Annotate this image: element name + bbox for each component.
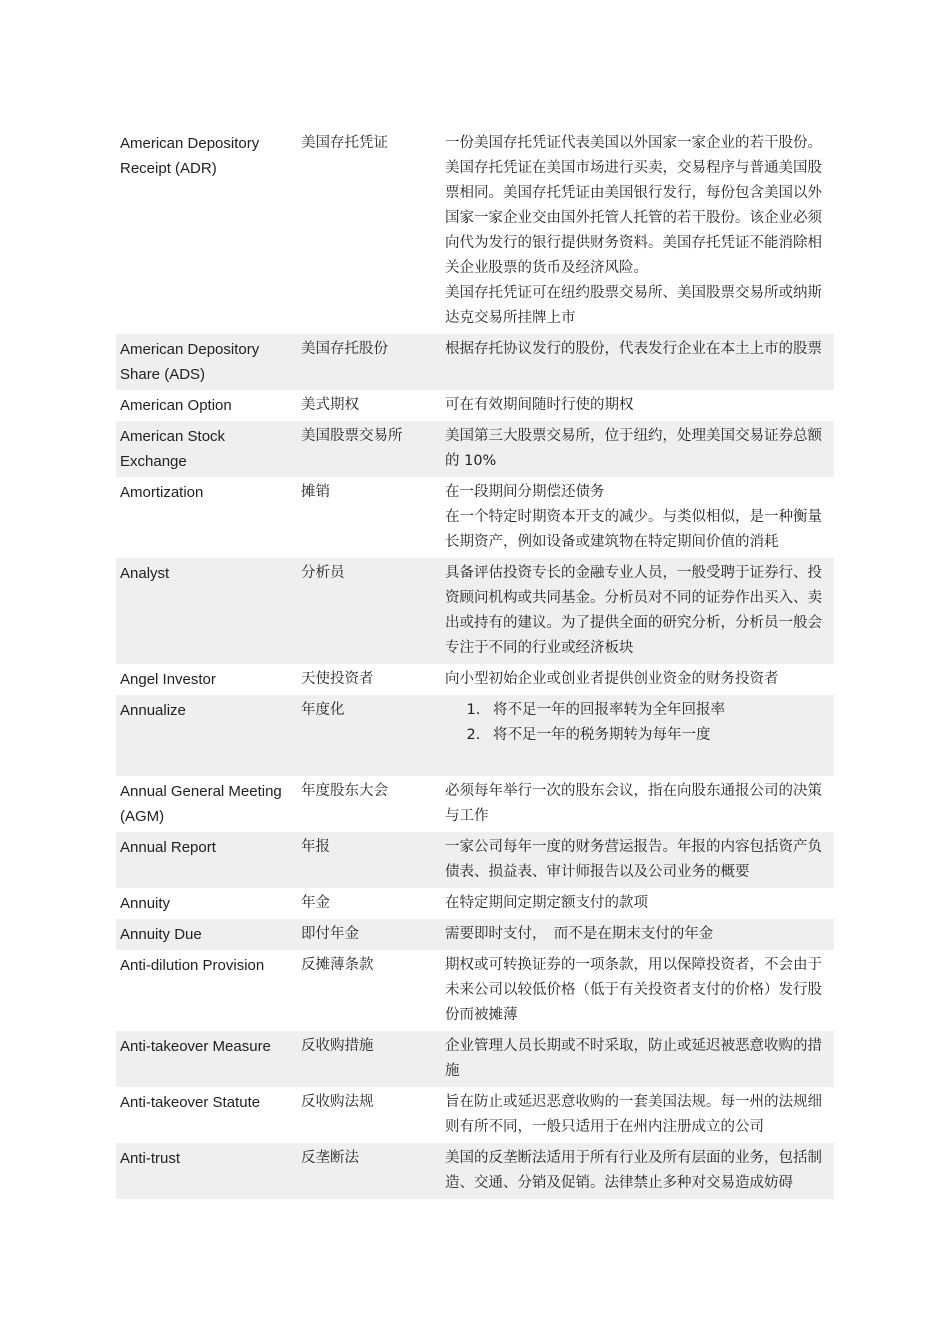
term-english: Angel Investor	[120, 671, 216, 688]
term-definition	[441, 421, 834, 477]
term-chinese: 即付年金	[301, 926, 359, 942]
term-english: Analyst	[120, 565, 170, 582]
definition-list-item: 1. 将不足一年的回报率转为全年回报率	[485, 698, 830, 723]
term-chinese: 年金	[301, 895, 330, 911]
term-chinese: 天使投资者	[301, 671, 374, 687]
term-definition	[441, 558, 834, 664]
term-definition	[441, 128, 834, 334]
definition-paragraph: 一份美国存托凭证代表美国以外国家一家企业的若干股份。美国存托凭证在美国市场进行买卖，交易程序与普通美国股票相同。美国存托凭证由美国银行发行，每份包含美国以外国家一家企业交由国外托管人托管的若干股份。该企业必须向代为发行的银行提供财务资料。美国存托凭证不能消除相关企业股票的货币及经济风险。	[445, 135, 822, 276]
glossary-row	[116, 1031, 834, 1087]
term-english: Annual General Meeting (AGM)	[120, 783, 282, 825]
term-chinese: 分析员	[301, 565, 345, 581]
term-english: American Option	[120, 397, 232, 414]
term-chinese: 美国存托凭证	[301, 135, 388, 151]
term-english: Annuity Due	[120, 926, 202, 943]
term-chinese: 美国存托股份	[301, 341, 388, 357]
definition-list-item: 2. 将不足一年的税务期转为每年一度	[485, 723, 830, 748]
term-definition	[441, 832, 834, 888]
definition-paragraph: 一家公司每年一度的财务营运报告。年报的内容包括资产负债表、损益表、审计师报告以及公司业务的概要	[445, 839, 822, 880]
definition-paragraph: 期权或可转换证券的一项条款，用以保障投资者，不会由于未来公司以较低价格（低于有关投资者支付的价格）发行股份而被摊薄	[445, 957, 822, 1023]
term-chinese: 美国股票交易所	[301, 428, 403, 444]
term-english: Annuity	[120, 895, 171, 912]
term-chinese: 年报	[301, 839, 330, 855]
term-definition	[441, 695, 834, 776]
term-english: American Depository Share (ADS)	[120, 341, 260, 383]
glossary-row	[116, 390, 834, 421]
term-definition	[441, 919, 834, 950]
term-english: American Stock Exchange	[120, 428, 226, 470]
term-chinese: 年度化	[301, 702, 345, 718]
term-english: Anti-takeover Measure	[120, 1038, 271, 1055]
definition-paragraph: 旨在防止或延迟恶意收购的一套美国法规。每一州的法规细则有所不同，一般只适用于在州内注册成立的公司	[445, 1094, 822, 1135]
term-definition	[441, 664, 834, 695]
glossary-row	[116, 950, 834, 1031]
term-definition	[441, 1031, 834, 1087]
glossary-row	[116, 1087, 834, 1143]
glossary-row	[116, 776, 834, 832]
term-definition	[441, 477, 834, 558]
definition-paragraph: 美国存托凭证可在纽约股票交易所、美国股票交易所或纳斯达克交易所挂牌上市	[445, 285, 822, 326]
term-chinese: 反收购措施	[301, 1038, 374, 1054]
term-english: Amortization	[120, 484, 204, 501]
term-chinese: 反摊薄条款	[301, 957, 374, 973]
glossary-row	[116, 421, 834, 477]
glossary-row	[116, 888, 834, 919]
glossary-row	[116, 695, 834, 776]
term-chinese: 美式期权	[301, 397, 359, 413]
term-definition	[441, 1143, 834, 1199]
definition-paragraph: 需要即时支付， 而不是在期末支付的年金	[445, 926, 714, 942]
term-chinese: 反垄断法	[301, 1150, 359, 1166]
term-english: Annualize	[120, 702, 186, 719]
term-english: American Depository Receipt (ADR)	[120, 135, 260, 177]
term-definition	[441, 390, 834, 421]
glossary-row	[116, 477, 834, 558]
definition-paragraph: 根据存托协议发行的股份，代表发行企业在本土上市的股票	[445, 341, 822, 357]
term-chinese: 年度股东大会	[301, 783, 388, 799]
term-english: Annual Report	[120, 839, 216, 856]
term-english: Anti-dilution Provision	[120, 957, 265, 974]
term-chinese: 反收购法规	[301, 1094, 374, 1110]
term-definition	[441, 334, 834, 365]
definition-paragraph: 在特定期间定期定额支付的款项	[445, 895, 648, 911]
term-english: Anti-trust	[120, 1150, 181, 1167]
glossary-row	[116, 919, 834, 950]
glossary-row	[116, 558, 834, 664]
definition-list	[445, 698, 830, 748]
term-definition	[441, 1087, 834, 1143]
glossary-row	[116, 1143, 834, 1199]
definition-paragraph: 向小型初始企业或创业者提供创业资金的财务投资者	[445, 671, 779, 687]
term-definition	[441, 776, 834, 832]
definition-paragraph: 企业管理人员长期或不时采取，防止或延迟被恶意收购的措施	[445, 1038, 822, 1079]
term-definition	[441, 888, 834, 919]
glossary-row	[116, 128, 834, 334]
definition-paragraph: 在一个特定时期资本开支的减少。与类似相似，是一种衡量长期资产，例如设备或建筑物在特定期间价值的消耗	[445, 509, 822, 550]
definition-paragraph: 在一段期间分期偿还债务	[445, 484, 605, 500]
glossary-row	[116, 832, 834, 888]
term-definition	[441, 950, 834, 1031]
glossary-row	[116, 334, 834, 390]
definition-paragraph: 具备评估投资专长的金融专业人员，一般受聘于证券行、投资顾问机构或共同基金。分析员对不同的证券作出买入、卖出或持有的建议。为了提供全面的研究分析，分析员一般会专注于不同的行业或经济板块	[445, 565, 822, 656]
glossary-table	[116, 128, 834, 1199]
definition-paragraph: 必须每年举行一次的股东会议，指在向股东通报公司的决策与工作	[445, 783, 822, 824]
definition-paragraph: 美国的反垄断法适用于所有行业及所有层面的业务，包括制造、交通、分销及促销。法律禁止多种对交易造成妨碍	[445, 1150, 822, 1191]
definition-paragraph: 美国第三大股票交易所，位于纽约，处理美国交易证券总额的 10%	[445, 428, 822, 469]
definition-paragraph: 可在有效期间随时行使的期权	[445, 397, 634, 413]
term-english: Anti-takeover Statute	[120, 1094, 261, 1111]
term-chinese: 摊销	[301, 484, 330, 500]
glossary-row	[116, 664, 834, 695]
